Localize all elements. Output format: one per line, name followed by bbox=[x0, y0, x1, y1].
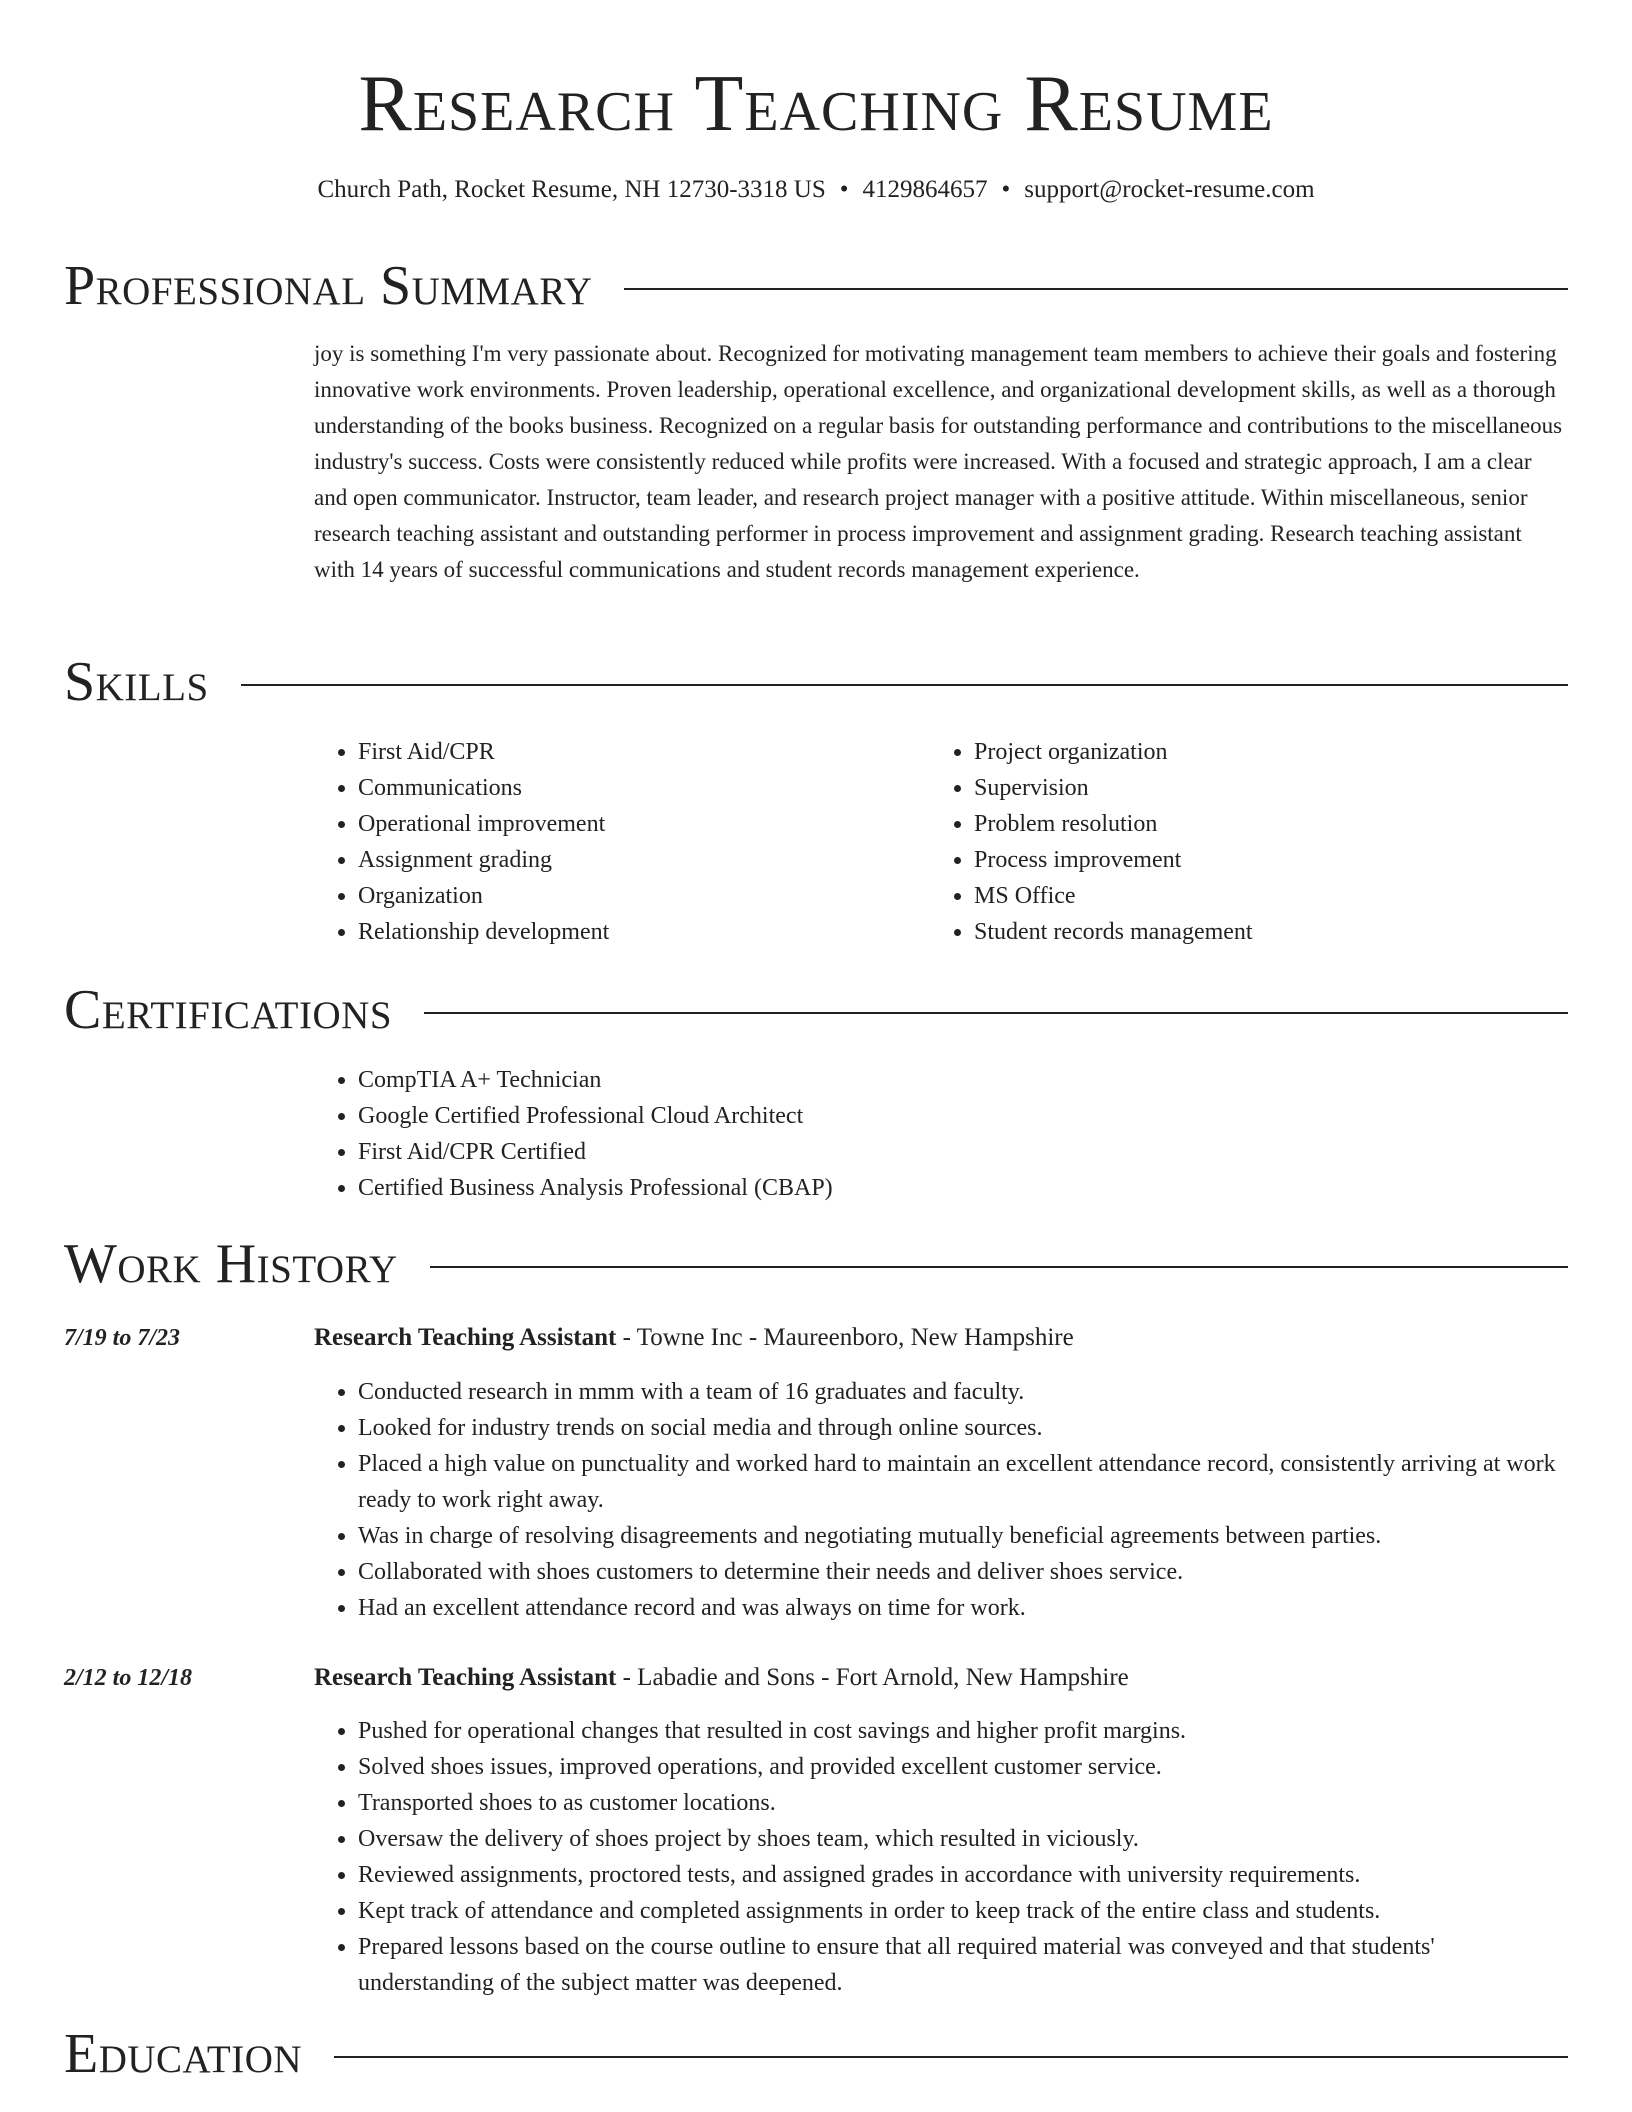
list-item: • Google Certified Professional Cloud Architect bbox=[358, 1098, 833, 1134]
list-item: • Kept track of attendance and completed assignments in order to keep track of the entire class and students. bbox=[358, 1893, 1568, 1929]
skills-section-header bbox=[64, 648, 1568, 716]
job-employer-location: - Towne Inc - Maureenboro, New Hampshire bbox=[616, 1324, 1074, 1351]
certifications-section-header bbox=[64, 976, 1568, 1044]
list-item: • Prepared lessons based on the course outline to ensure that all required material was conveyed and that students' understanding of the subject matter was deepened. bbox=[358, 1929, 1568, 2001]
education-section-header bbox=[64, 2020, 1568, 2088]
list-item: • First Aid/CPR bbox=[358, 734, 924, 770]
job-bullets-block bbox=[314, 1713, 1568, 2001]
list-item: • First Aid/CPR Certified bbox=[358, 1134, 833, 1170]
list-item: • Was in charge of resolving disagreements and negotiating mutually beneficial agreements between parties. bbox=[358, 1518, 1568, 1554]
certifications-heading: Certifications bbox=[64, 979, 393, 1041]
job-bullets bbox=[314, 1713, 1568, 2001]
work-section-header bbox=[64, 1230, 1568, 1298]
list-item: • CompTIA A+ Technician bbox=[358, 1062, 833, 1098]
separator-dot: • bbox=[839, 176, 849, 203]
phone: 4129864657 bbox=[862, 176, 988, 203]
job-title: Research Teaching Assistant bbox=[314, 1664, 617, 1691]
section-divider bbox=[430, 1266, 1568, 1268]
job-title: Research Teaching Assistant bbox=[314, 1324, 617, 1351]
certifications-block bbox=[314, 1062, 833, 1206]
contact-line bbox=[64, 172, 1568, 208]
list-item: • Collaborated with shoes customers to determine their needs and deliver shoes service. bbox=[358, 1554, 1568, 1590]
skills-left-column bbox=[314, 734, 924, 950]
email: support@rocket-resume.com bbox=[1024, 176, 1315, 203]
list-item: • Operational improvement bbox=[358, 806, 924, 842]
certifications-list bbox=[314, 1062, 833, 1206]
skills-right-column bbox=[930, 734, 1568, 950]
summary-text: joy is something I'm very passionate about. Recognized for motivating management team members to achieve their goals and fostering innovative work environments. Proven leadership, operational excellence, and organizational development skills, as well as a thorough understanding of the books business. Recognized on a regular basis for outstanding performance and contributions to the miscellaneous industry's success. Costs were consistently reduced while profits were increased. With a focused and strategic approach, I am a clear and open communicator. Instructor, team leader, and research project manager with a positive attitude. Within miscellaneous, senior research teaching assistant and outstanding performer in process improvement and assignment grading. Research teaching assistant with 14 years of successful communications and student records management experience. bbox=[314, 341, 1563, 582]
address: Church Path, Rocket Resume, NH 12730-3318 US bbox=[317, 176, 826, 203]
skills-list-left bbox=[314, 734, 924, 950]
list-item: • Relationship development bbox=[358, 914, 924, 950]
section-divider bbox=[424, 1012, 1568, 1014]
list-item: • Student records management bbox=[974, 914, 1568, 950]
job-title-line bbox=[314, 1320, 1074, 1356]
list-item: • Conducted research in mmm with a team of 16 graduates and faculty. bbox=[358, 1374, 1568, 1410]
list-item: • Looked for industry trends on social media and through online sources. bbox=[358, 1410, 1568, 1446]
job-employer-location: - Labadie and Sons - Fort Arnold, New Hampshire bbox=[616, 1664, 1129, 1691]
skills-list-right bbox=[930, 734, 1568, 950]
list-item: • Problem resolution bbox=[974, 806, 1568, 842]
job-dates: 7/19 to 7/23 bbox=[64, 1325, 181, 1351]
list-item: • Project organization bbox=[974, 734, 1568, 770]
skills-heading: Skills bbox=[64, 651, 209, 713]
list-item: • Transported shoes to as customer locations. bbox=[358, 1785, 1568, 1821]
section-divider bbox=[241, 684, 1568, 686]
list-item: • Solved shoes issues, improved operations, and provided excellent customer service. bbox=[358, 1749, 1568, 1785]
summary-heading: Professional Summary bbox=[64, 255, 593, 317]
work-heading: Work History bbox=[64, 1233, 398, 1295]
list-item: • Placed a high value on punctuality and worked hard to maintain an excellent attendance record, consistently arriving at work ready to work right away. bbox=[358, 1446, 1568, 1518]
separator-dot: • bbox=[1001, 176, 1011, 203]
list-item: • Supervision bbox=[974, 770, 1568, 806]
job-title-line bbox=[314, 1660, 1129, 1696]
list-item: • Reviewed assignments, proctored tests, and assigned grades in accordance with university requirements. bbox=[358, 1857, 1568, 1893]
section-divider bbox=[624, 288, 1568, 290]
job-bullets-block bbox=[314, 1374, 1568, 1626]
summary-section-header bbox=[64, 252, 1568, 320]
list-item: • Certified Business Analysis Professional (CBAP) bbox=[358, 1170, 833, 1206]
list-item: • MS Office bbox=[974, 878, 1568, 914]
list-item: • Organization bbox=[358, 878, 924, 914]
list-item: • Oversaw the delivery of shoes project by shoes team, which resulted in viciously. bbox=[358, 1821, 1568, 1857]
resume-title: Research Teaching Resume bbox=[358, 60, 1274, 148]
list-item: • Assignment grading bbox=[358, 842, 924, 878]
list-item: • Pushed for operational changes that resulted in cost savings and higher profit margins. bbox=[358, 1713, 1568, 1749]
job-bullets bbox=[314, 1374, 1568, 1626]
list-item: • Process improvement bbox=[974, 842, 1568, 878]
list-item: • Had an excellent attendance record and was always on time for work. bbox=[358, 1590, 1568, 1626]
job-dates: 2/12 to 12/18 bbox=[64, 1665, 193, 1691]
list-item: • Communications bbox=[358, 770, 924, 806]
education-heading: Education bbox=[64, 2023, 303, 2085]
section-divider bbox=[334, 2056, 1568, 2058]
